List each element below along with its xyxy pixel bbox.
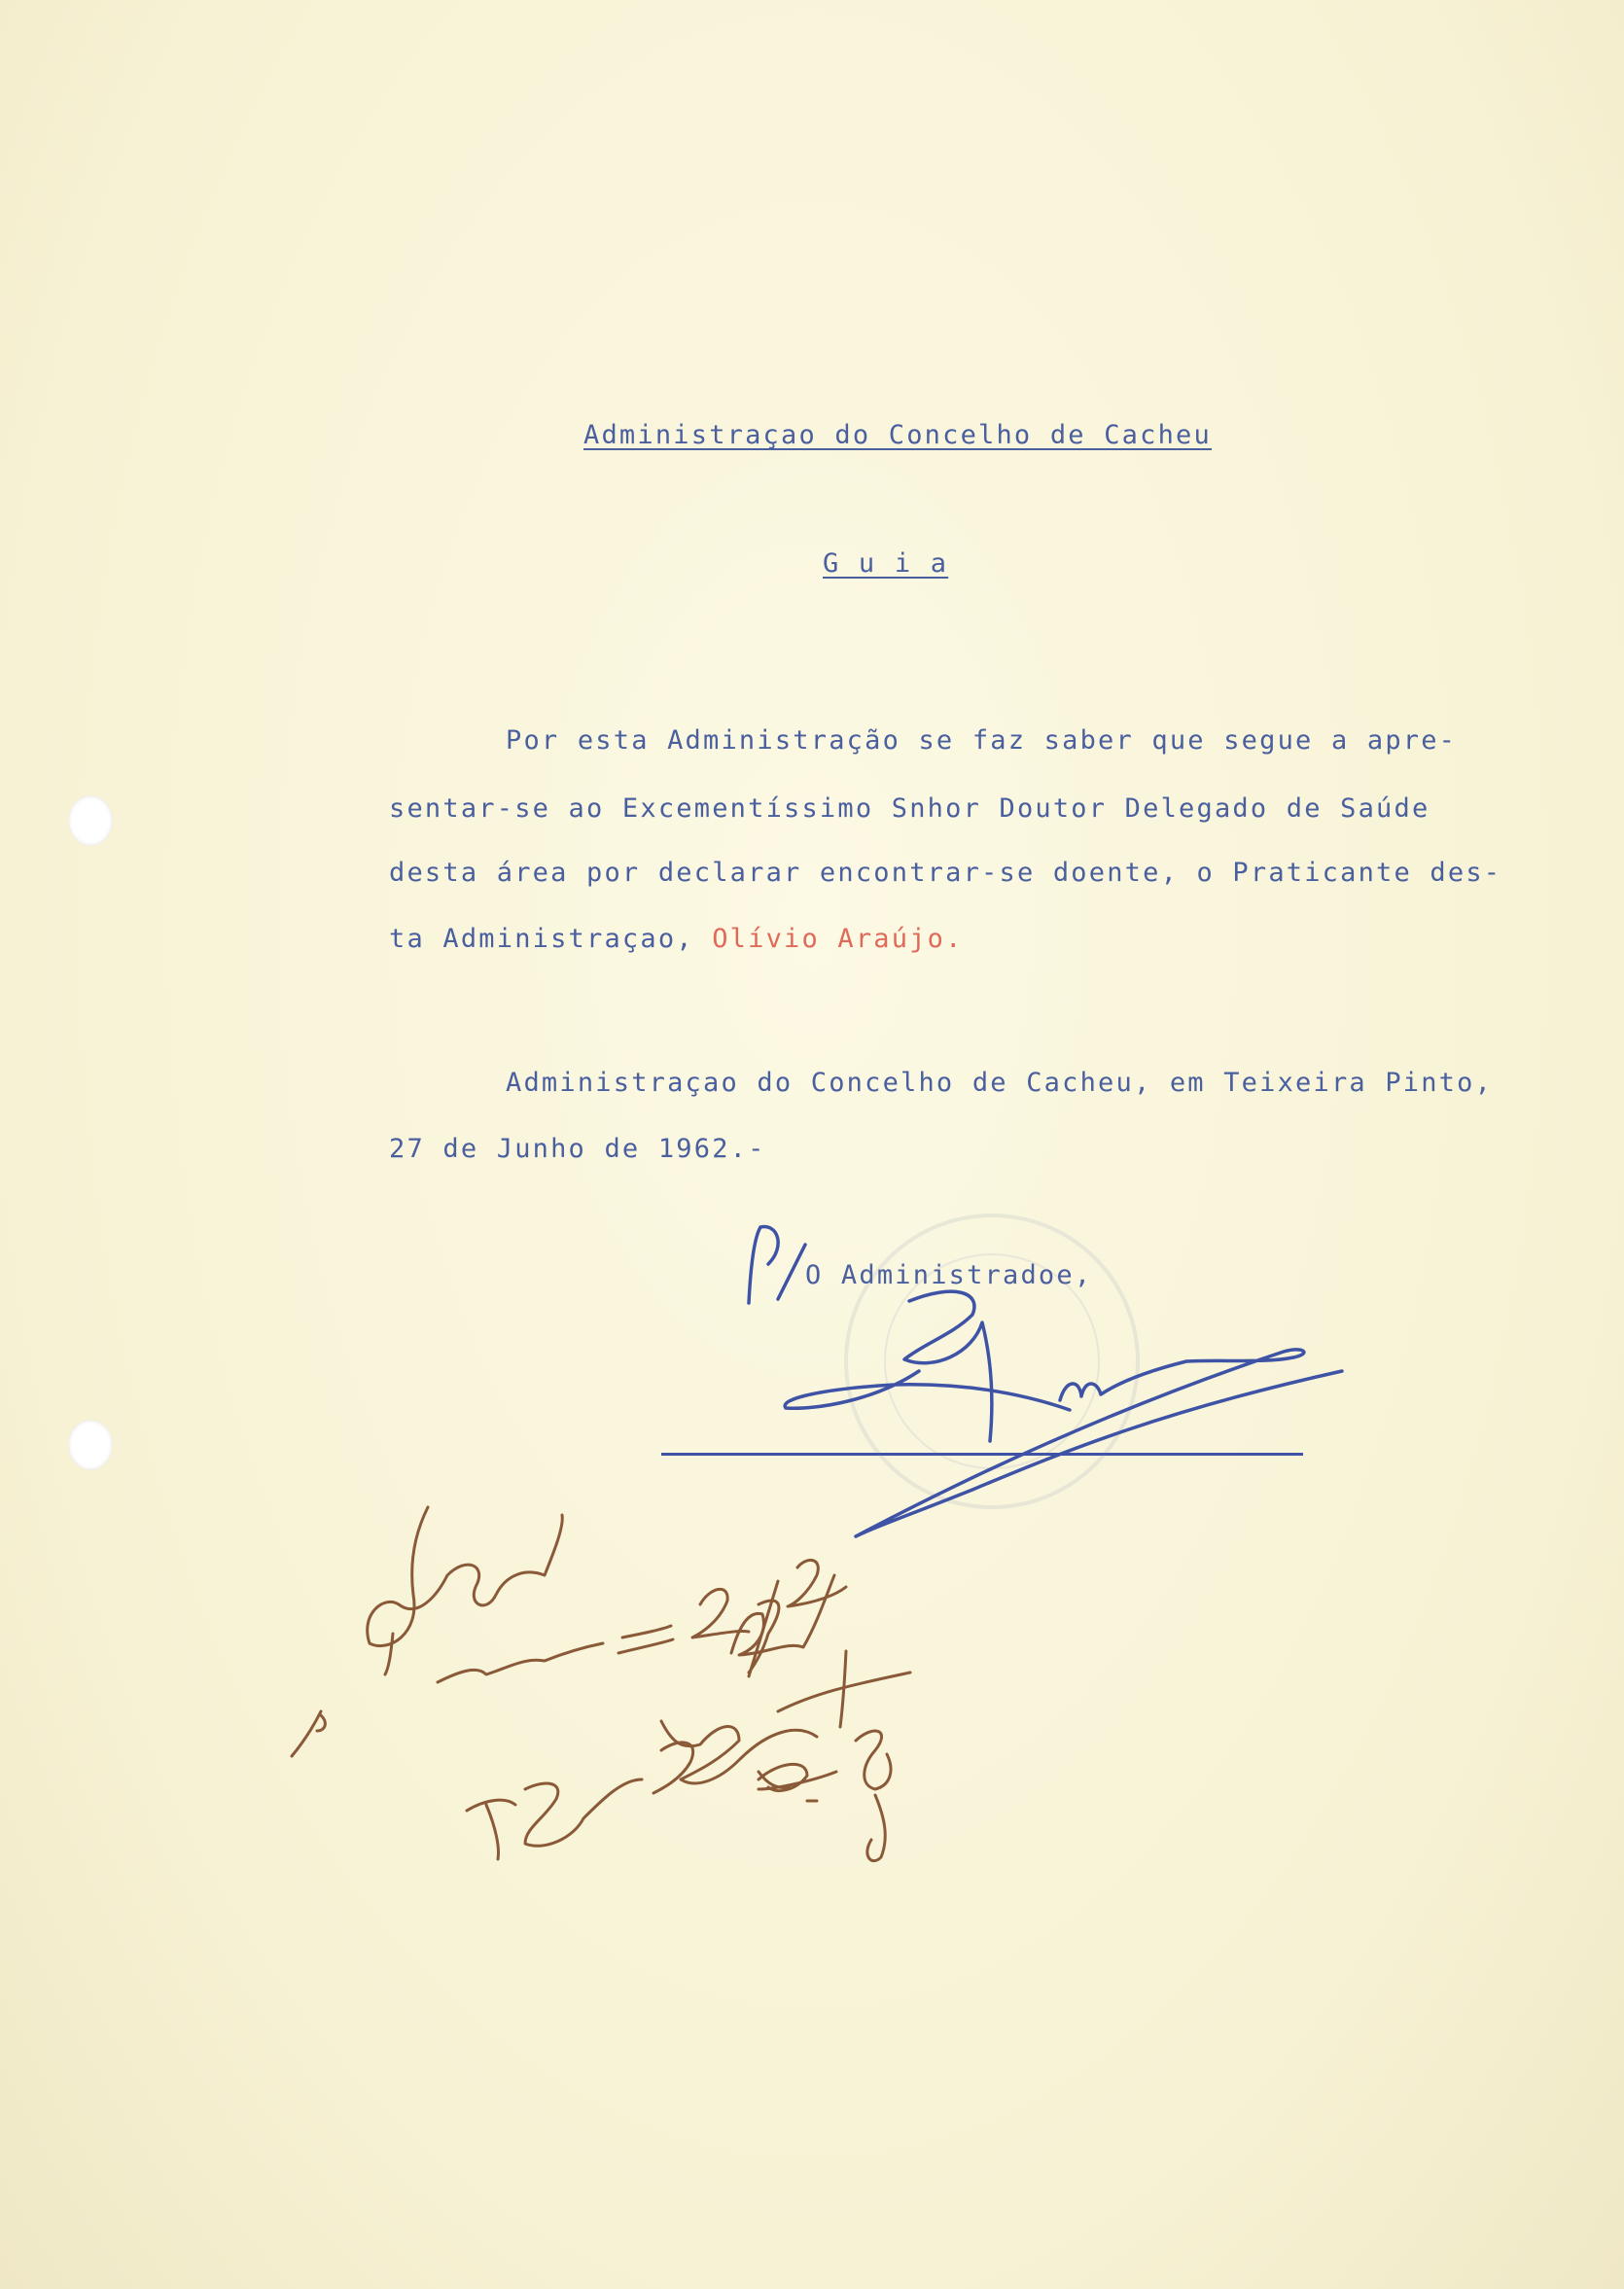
blue-signature <box>785 1291 1342 1536</box>
signatory-title: O Administradoe, <box>805 1260 1093 1290</box>
per-mark <box>749 1227 805 1303</box>
place-date-line-2: 27 de Junho de 1962.- <box>389 1134 766 1164</box>
document-header: Administraçao do Concelho de Cacheu <box>583 420 1212 450</box>
body-line-2: sentar-se ao Excementíssimo Snhor Doutor Delegado de Saúde <box>389 793 1430 824</box>
body-line-3: desta área por declarar encontrar-se doente, o Praticante des- <box>389 858 1502 888</box>
faint-seal <box>846 1215 1138 1507</box>
body-line-1: Por esta Administração se faz saber que segue a apre- <box>506 725 1458 756</box>
document-subheading: G u i a <box>823 548 949 579</box>
named-person: Olívio Araújo. <box>712 924 964 954</box>
brown-handwritten-note <box>292 1507 910 1861</box>
body-line-4-text: ta Administraçao, <box>389 924 713 954</box>
place-date-line-1: Administraçao do Concelho de Cacheu, em Teixeira Pinto, <box>506 1068 1494 1098</box>
